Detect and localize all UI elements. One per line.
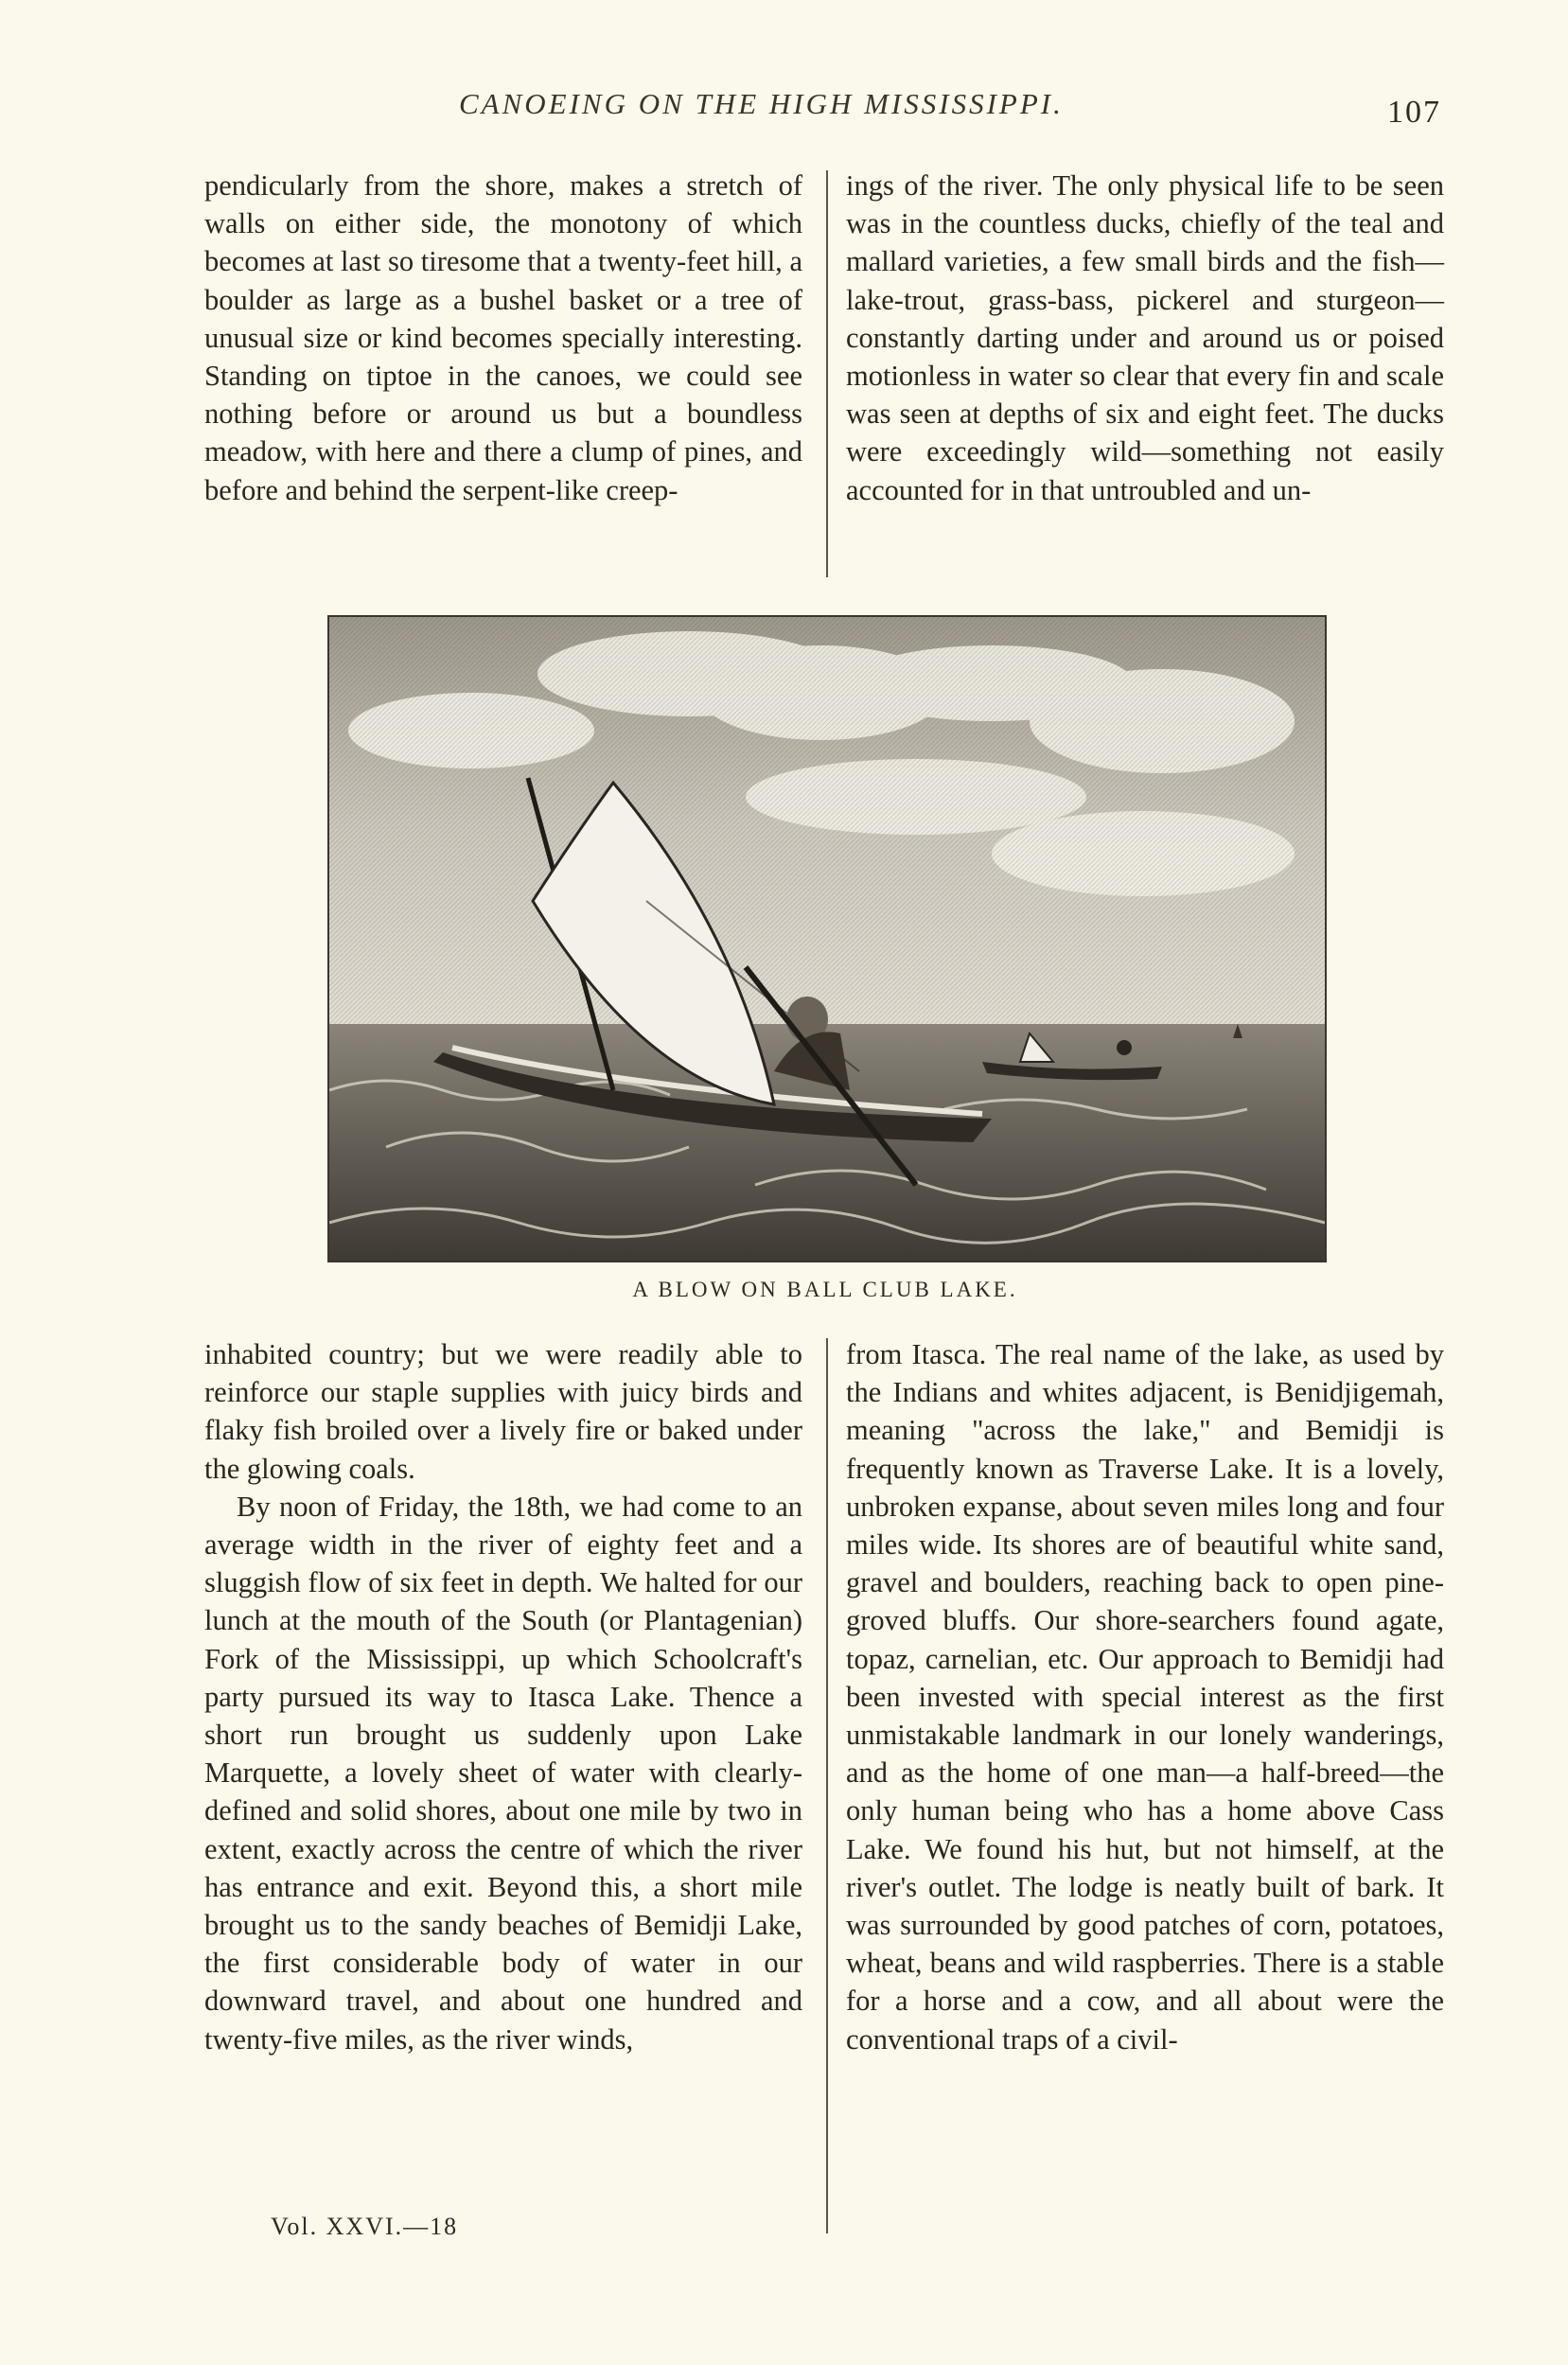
sailing-canoe-engraving bbox=[329, 617, 1325, 1261]
page-number: 107 bbox=[1387, 95, 1441, 130]
paragraph: from Itasca. The real name of the lake, as used by the Indians and whites adjacent, is Benidjigemah, meaning "across the lake," and Bemidji is frequently known as Traverse Lake. It is a lovely, unbroken expanse, about seven miles long and four miles wide. Its shores are of beautiful white sand, gravel and boulders, reaching back to open pine-groved bluffs. Our shore-searchers found agate, topaz, carnelian, etc. Our approach to Bemidji had been invested with special interest as the first unmistakable landmark in our lonely wanderings, and as the home of one man—a half-breed—the only human being who has a home above Cass Lake. We found his hut, but not himself, at the river's outlet. The lodge is neatly built of bark. It was surrounded by good patches of corn, potatoes, wheat, beans and wild raspberries. There is a stable for a horse and a cow, and all about were the conventional traps of a civil- bbox=[846, 1338, 1444, 2056]
column-top-left bbox=[204, 167, 802, 509]
column-bottom-right bbox=[846, 1335, 1444, 2058]
column-rule bbox=[826, 1338, 828, 2233]
column-top-right bbox=[846, 167, 1444, 509]
signature-mark: Vol. XXVI.—18 bbox=[271, 2213, 459, 2240]
figure-caption: A BLOW ON BALL CLUB LAKE. bbox=[632, 1278, 1018, 1301]
column-rule bbox=[826, 170, 828, 577]
paragraph: By noon of Friday, the 18th, we had come to an average width in the river of eighty feet and a sluggish flow of six feet in depth. We halted for our lunch at the mouth of the South (or Plantagenian) Fork of the Mississippi, up which Schoolcraft's party pursued its way to Itasca Lake. Thence a short run brought us suddenly upon Lake Marquette, a lovely sheet of water with clearly-defined and solid shores, about one mile by two in extent, exactly across the centre of which the river has entrance and exit. Beyond this, a short mile brought us to the sandy beaches of Bemidji Lake, the first considerable body of water in our downward travel, and about one hundred and twenty-five miles, as the river winds, bbox=[204, 1490, 802, 2056]
running-head: CANOEING ON THE HIGH MISSISSIPPI. bbox=[459, 87, 1064, 120]
column-bottom-left bbox=[204, 1335, 802, 2058]
engraving-illustration bbox=[327, 615, 1327, 1262]
paragraph: inhabited country; but we were readily able to reinforce our staple supplies with juicy birds and flaky fish broiled over a lively fire or baked under the glowing coals. bbox=[204, 1338, 802, 1485]
paragraph: pendicularly from the shore, makes a stretch of walls on either side, the monotony of which becomes at last so tiresome that a twenty-feet hill, a boulder as large as a bushel basket or a tree of unusual size or kind becomes specially interesting. Standing on tiptoe in the canoes, we could see nothing before or around us but a boundless meadow, with here and there a clump of pines, and before and behind the serpent-like creep- bbox=[204, 169, 802, 506]
paragraph: ings of the river. The only physical life to be seen was in the countless ducks, chiefly of the teal and mallard varieties, a few small birds and the fish—lake-trout, grass-bass, pickerel and sturgeon—constantly darting under and around us or poised motionless in water so clear that every fin and scale was seen at depths of six and eight feet. The ducks were exceedingly wild—something not easily accounted for in that untroubled and un- bbox=[846, 169, 1444, 506]
